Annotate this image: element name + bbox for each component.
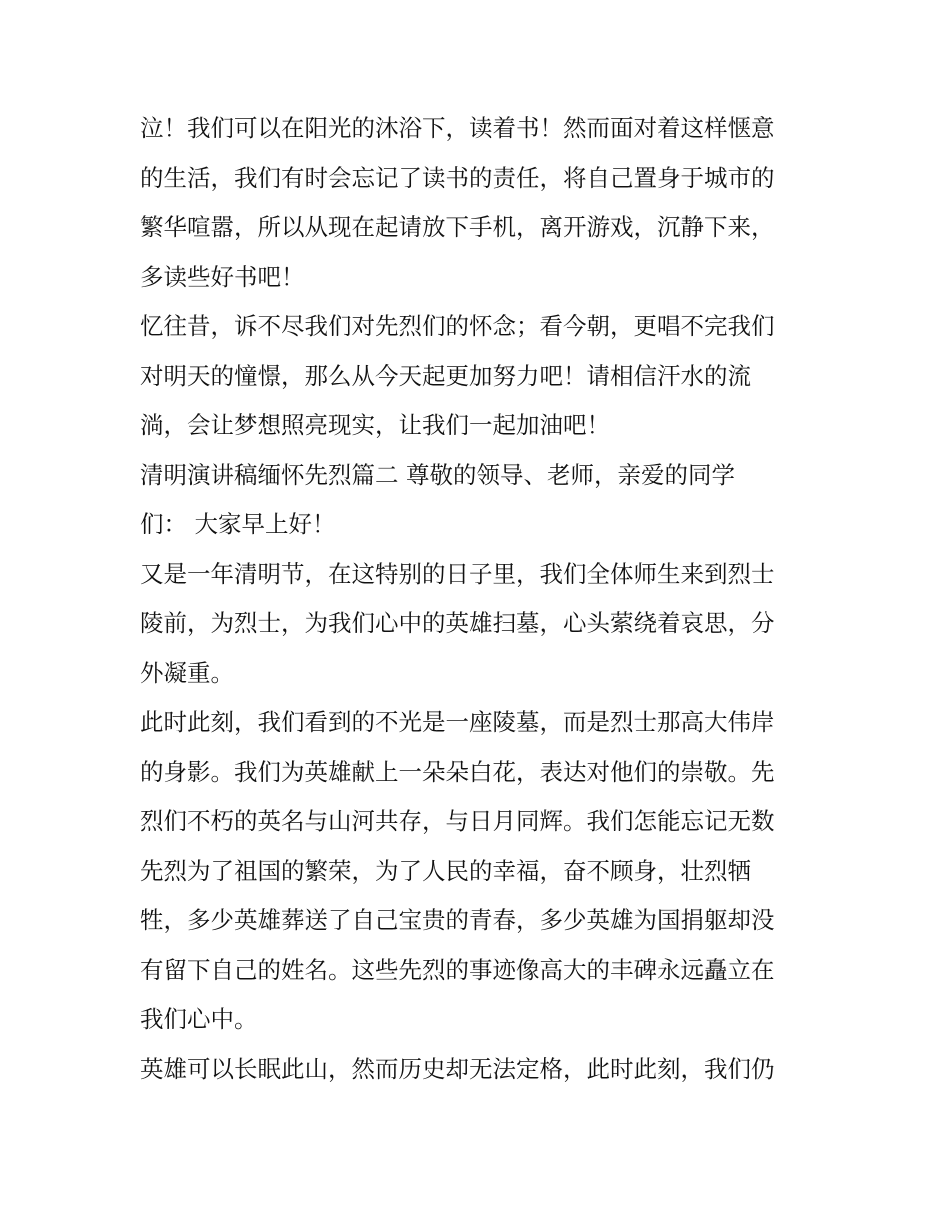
text-line: 烈们不朽的英名与山河共存，与日月同辉。我们怎能忘记无数	[140, 807, 775, 835]
text-line: 英雄可以长眠此山，然而历史却无法定格，此时此刻，我们仍	[140, 1054, 775, 1083]
text-line: 清明演讲稿缅怀先烈篇二 尊敬的领导、老师，亲爱的同学	[140, 460, 735, 489]
text-line: 牲，多少英雄葬送了自己宝贵的青春，多少英雄为国捐躯却没	[140, 906, 775, 934]
text-line: 们： 大家早上好！	[140, 510, 336, 538]
text-line: 有留下自己的姓名。这些先烈的事迹像高大的丰碑永远矗立在	[140, 955, 775, 984]
text-line: 泣！我们可以在阳光的沐浴下，读着书！然而面对着这样惬意	[140, 114, 775, 142]
text-line: 多读些好书吧！	[140, 262, 305, 291]
text-line: 又是一年清明节，在这特别的日子里，我们全体师生来到烈士	[140, 559, 775, 588]
text-line: 的生活，我们有时会忘记了读书的责任，将自己置身于城市的	[140, 163, 775, 192]
text-line: 对明天的憧憬，那么从今天起更加努力吧！请相信汗水的流	[140, 361, 751, 390]
document-body	[140, 104, 820, 1094]
text-line: 的身影。我们为英雄献上一朵朵白花，表达对他们的崇敬。先	[140, 757, 775, 786]
text-line: 外凝重。	[140, 658, 234, 687]
text-line: 先烈为了祖国的繁荣，为了人民的幸福，奋不顾身，壮烈牺	[140, 856, 751, 885]
text-line: 此时此刻，我们看到的不光是一座陵墓，而是烈士那高大伟岸	[140, 708, 775, 736]
text-line: 我们心中。	[140, 1005, 258, 1033]
text-line: 淌，会让梦想照亮现实，让我们一起加油吧！	[140, 411, 610, 439]
text-line: 忆往昔，诉不尽我们对先烈们的怀念；看今朝，更唱不完我们	[140, 312, 775, 340]
text-line: 陵前，为烈士，为我们心中的英雄扫墓，心头萦绕着哀思，分	[140, 609, 775, 637]
text-line: 繁华喧嚣，所以从现在起请放下手机，离开游戏，沉静下来，	[140, 213, 775, 241]
